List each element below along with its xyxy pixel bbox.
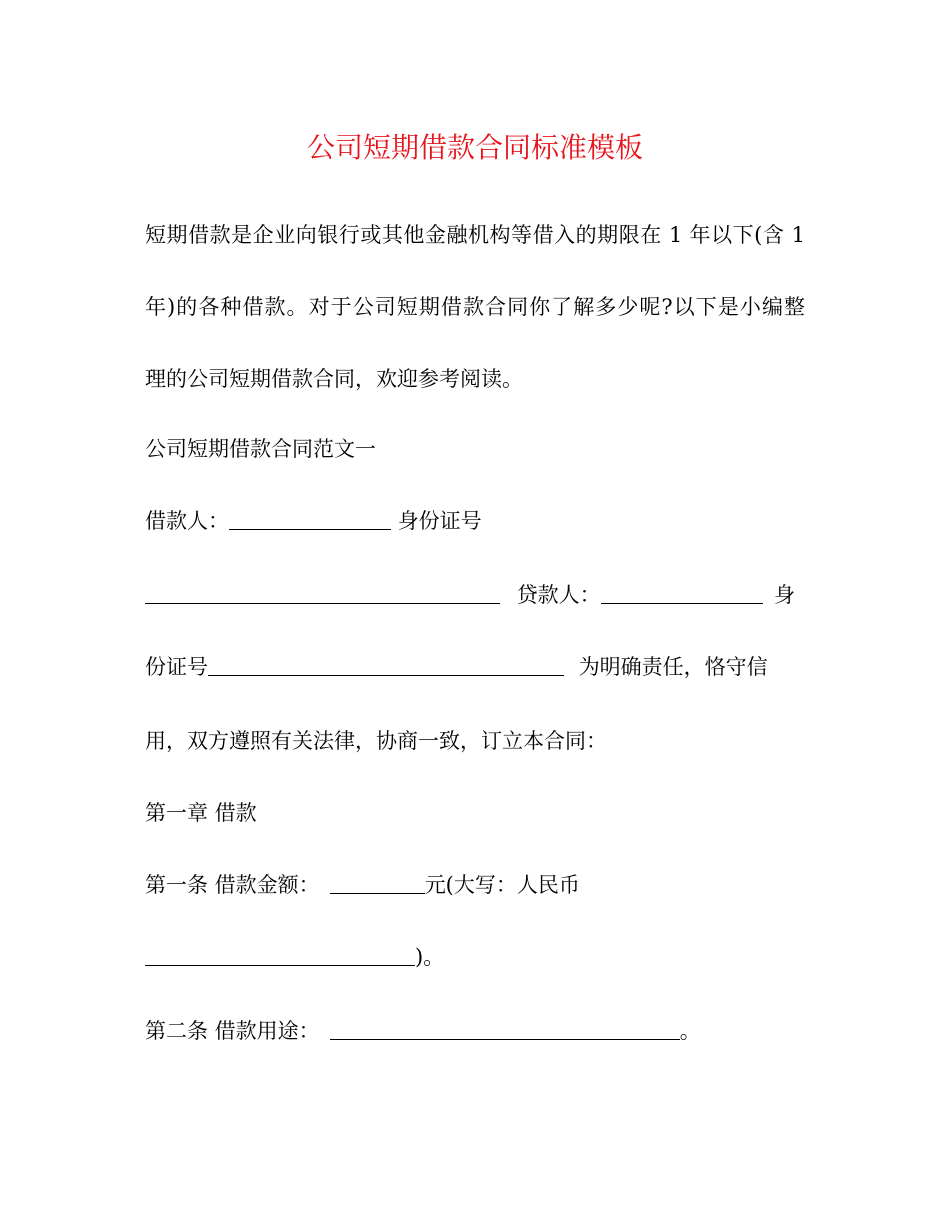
article-1-label: 第一条 借款金额： <box>145 873 320 897</box>
lender-id-blank <box>208 655 564 676</box>
loan-amount-blank <box>330 873 425 894</box>
article-1-capital-line <box>145 942 805 972</box>
lender-name-blank <box>601 583 763 604</box>
borrower-id-blank <box>145 583 500 604</box>
article-1-close: )。 <box>415 945 445 969</box>
sample-heading: 公司短期借款合同范文一 <box>145 437 376 461</box>
borrower-name-blank <box>229 509 391 530</box>
preamble-part-1: 为明确责任，恪守信 <box>578 655 768 679</box>
borrower-label: 借款人： <box>145 509 229 533</box>
article-2-end: 。 <box>679 1019 701 1043</box>
borrower-id-label: 身份证号 <box>397 509 482 533</box>
page-title: 公司短期借款合同标准模板 <box>306 131 643 164</box>
preamble-part-2: 用，双方遵照有关法律，协商一致，订立本合同： <box>145 729 607 753</box>
lender-line <box>145 580 805 610</box>
amount-in-words-blank <box>145 945 415 966</box>
article-1-unit: 元(大写：人民币 <box>424 873 580 897</box>
lender-label: 贷款人： <box>516 583 601 607</box>
article-2-line <box>145 1016 805 1046</box>
intro-line-3: 理的公司短期借款合同，欢迎参考阅读。 <box>145 367 523 391</box>
intro-line-2: 年)的各种借款。对于公司短期借款合同你了解多少呢?以下是小编整 <box>145 295 805 319</box>
loan-purpose-blank <box>330 1019 680 1040</box>
lender-id-line <box>145 652 805 682</box>
article-1-line <box>145 870 805 900</box>
borrower-line <box>145 506 805 536</box>
chapter-1-heading: 第一章 借款 <box>145 801 257 825</box>
article-2-label: 第二条 借款用途： <box>145 1019 320 1043</box>
intro-line-1: 短期借款是企业向银行或其他金融机构等借入的期限在 1 年以下(含 1 <box>145 223 805 247</box>
lender-id-label-end: 份证号 <box>145 655 208 679</box>
lender-id-label-start: 身 <box>774 583 795 607</box>
